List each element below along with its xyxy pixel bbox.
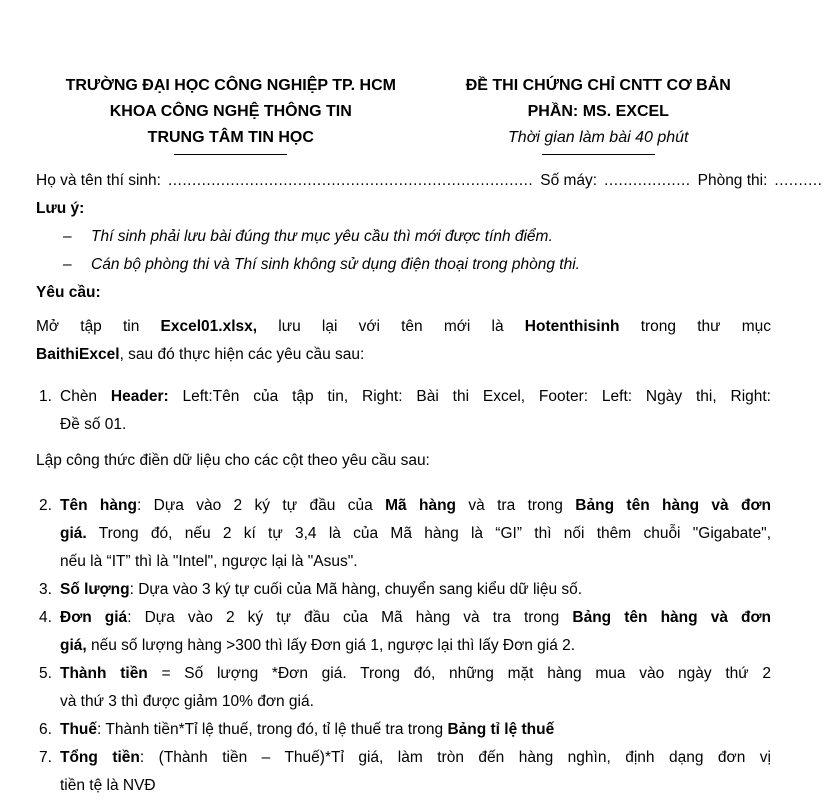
text-segment: Đơn giá [60,609,128,626]
notes-label: Lưu ý: [36,200,85,217]
text-segment: Excel01.xlsx, [160,318,258,335]
text-segment: Tổng tiền [60,749,140,766]
note-1 [36,223,771,251]
task-7 [36,744,771,800]
text-line [60,576,771,604]
candidate-name-label: Họ và tên thí sinh: [36,172,161,189]
text-segment: Hotenthisinh [524,318,620,335]
text-segment: : Dựa vào 2 ký tự đầu của Mã hàng và tra trong [127,609,573,626]
task-6 [36,716,771,744]
text-line [60,632,771,660]
text-segment: lưu lại với tên mới là [257,318,525,335]
institution-line-3: TRUNG TÂM TIN HỌC [147,129,314,146]
text-segment: Left:Tên của tập tin, Right: Bài thi Excel, Footer: Left: Ngày thi, Right: [168,388,771,405]
formula-note [36,447,771,475]
text-segment: nếu là “IT” thì là "Intel", ngược lại là "Asus". [60,553,358,570]
text-segment: giá, [60,637,87,654]
task-2 [36,492,771,576]
text-segment: Bảng tên hàng và đơn [575,497,772,514]
header-left-divider [174,154,287,155]
text-line [60,772,771,800]
text-segment: Mở tập tin [36,318,161,335]
candidate-name-field: ............................................................................ [167,172,534,189]
item-text [60,604,771,660]
item-text [60,716,771,744]
text-line [60,744,771,772]
item-number: 6. [39,721,52,738]
text-segment: Bảng tỉ lệ thuế [447,721,555,738]
text-line [36,341,771,369]
intro-paragraph [36,313,771,369]
text-segment: : Thành tiền*Tỉ lệ thuế, trong đó, tỉ lệ thuế tra trong [97,721,448,738]
item-number: 7. [39,749,52,766]
fill-in-line [36,167,823,195]
text-line [60,492,771,520]
task-4 [36,604,771,660]
item-number: 5. [39,665,52,682]
text-line [60,383,771,411]
text-segment: tiền tệ là NVĐ [60,777,156,794]
text-segment: Thuế [60,721,98,738]
text-segment: Header: [110,388,169,405]
item-text [60,383,771,439]
exam-title-block [426,73,771,155]
text-segment: : Dựa vào 2 ký tự đầu của [136,497,386,514]
text-line [60,520,771,548]
text-line [60,660,771,688]
task-5 [36,660,771,716]
exam-title-line-1: ĐỀ THI CHỨNG CHỈ CNTT CƠ BẢN [465,77,731,94]
institution-line-2: KHOA CÔNG NGHỆ THÔNG TIN [109,103,352,120]
dash-bullet: – [63,256,72,273]
text-line [36,447,771,475]
text-line [60,548,771,576]
machine-number-field: .................. [604,172,691,189]
text-segment: BaithiExcel [36,346,120,363]
text-line [60,688,771,716]
item-text [60,660,771,716]
task-3 [36,576,771,604]
exam-room-field: .......... [774,172,823,189]
item-number: 1. [39,388,52,405]
text-segment: Đề số 01. [60,416,127,433]
note-text: Cán bộ phòng thi và Thí sinh không sử dụng điện thoại trong phòng thi. [91,256,580,273]
machine-number-label: Số máy: [540,172,598,189]
header-right-divider [542,154,655,155]
institution-block [36,73,426,155]
requirements-label: Yêu cầu: [36,284,101,301]
institution-line-1: TRƯỜNG ĐẠI HỌC CÔNG NGHIỆP TP. HCM [65,77,396,94]
text-segment: Lập công thức điền dữ liệu cho các cột theo yêu cầu sau: [36,452,430,469]
item-text [60,492,771,576]
text-segment: trong thư mục [619,318,771,335]
text-segment: nếu số lượng hàng >300 thì lấy Đơn giá 1, ngược lại thì lấy Đơn giá 2. [86,637,576,654]
exam-room-label: Phòng thi: [697,172,768,189]
text-segment: và tra trong [456,497,576,514]
text-line [60,411,771,439]
dash-bullet: – [63,228,72,245]
text-segment: Trong đó, nếu 2 kí tự 3,4 là của Mã hàng là “GI” thì nối thêm chuỗi "Gigabate", [86,525,771,542]
text-line [36,313,771,341]
document-header [36,73,771,155]
task-1 [36,383,771,439]
text-segment: : Dựa vào 3 ký tự cuối của Mã hàng, chuyển sang kiểu dữ liệu số. [129,581,583,598]
text-segment: Bảng tên hàng và đơn [572,609,771,626]
text-segment: = Số lượng *Đơn giá. Trong đó, những mặt hàng mua vào ngày thứ 2 [147,665,771,682]
text-segment: giá. [60,525,87,542]
exam-duration-note: Thời gian làm bài 40 phút [508,129,689,146]
text-segment: : (Thành tiền – Thuế)*Tỉ giá, làm tròn đến hàng nghìn, định dạng đơn vị [139,749,771,766]
exam-body [36,195,771,800]
exam-title-line-2: PHẦN: MS. EXCEL [527,103,669,120]
item-text [60,576,771,604]
note-text: Thí sinh phải lưu bài đúng thư mục yêu cầu thì mới được tính điểm. [91,228,553,245]
text-segment: và thứ 3 thì được giảm 10% đơn giá. [60,693,314,710]
item-number: 2. [39,497,52,514]
text-line [60,716,771,744]
text-segment: Mã hàng [385,497,457,514]
item-text [60,744,771,800]
item-number: 4. [39,609,52,626]
item-number: 3. [39,581,52,598]
text-segment: Tên hàng [60,497,137,514]
text-segment: Chèn [60,388,111,405]
note-2 [36,251,771,279]
text-line [60,604,771,632]
text-segment: Thành tiền [60,665,148,682]
text-segment: Số lượng [60,581,130,598]
text-segment: , sau đó thực hiện các yêu cầu sau: [119,346,365,363]
